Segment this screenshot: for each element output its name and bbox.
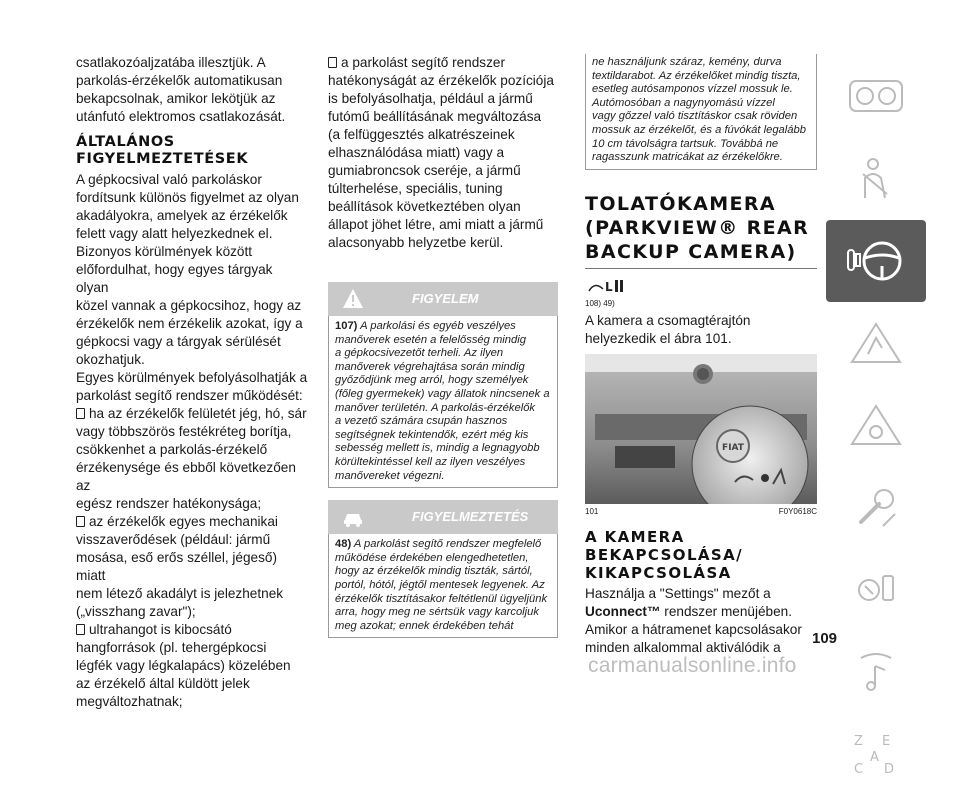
section-heading-general-warnings: ÁLTALÁNOS FIGYELMEZTETÉSEK xyxy=(76,134,249,167)
bullet-item: a parkolást segítő rendszer hatékonyságát az érzékelők pozíciója is befolyásolhatja, például a jármű futómű beállításának megváltozása (a felfüggesztés alkatrészeinek elhasználódása miatt) vagy a gumiabroncsok cseréje, a jármű túlterhelése, speciális, tuning beállítások következtében olyan állapot jöhet létre, ami miatt a jármű alacsonyabb helyzetbe kerül. xyxy=(328,55,554,250)
heading-rule xyxy=(585,268,817,269)
column-2 xyxy=(328,54,558,638)
tab-safety[interactable] xyxy=(826,138,926,220)
figure-rear-camera xyxy=(585,354,817,504)
warning-box xyxy=(328,282,558,488)
technical-data-icon xyxy=(851,564,901,614)
bullet-item: ha az érzékelők felületét jég, hó, sár vagy többszörös festékréteg borítja, csökkenhet a parkolás-érzékelő érzékenysége és ebből következően az egész rendszer hatékonysága; xyxy=(76,406,307,511)
paragraph: A kamera a csomagtérajtón helyezkedik el ábra 101. xyxy=(585,312,751,346)
svg-text:E: E xyxy=(882,734,891,749)
caution-box-header xyxy=(328,500,558,534)
warning-lights-icon xyxy=(848,320,904,366)
tab-technical-data[interactable] xyxy=(826,548,926,630)
svg-text:L: L xyxy=(605,279,613,294)
paragraph: Bizonyos körülmények között előfordulhat, hogy egyes tárgyak olyan közel vannak a gépkocsihoz, hogy az érzékelők nem érzékelik azokat, így a gépkocsi vagy a tárgyak sérülését okozhatjuk. xyxy=(76,244,303,367)
caution-box-title: FIGYELMEZTETÉS xyxy=(412,509,529,525)
svg-text:D: D xyxy=(884,762,895,777)
bullet-marker-icon xyxy=(76,622,89,637)
section-heading-camera-on-off: A KAMERA BEKAPCSOLÁSA/ KIKAPCSOLÁSA xyxy=(585,527,744,582)
fiat-logo: FIAT xyxy=(722,442,744,453)
svg-text:Z: Z xyxy=(854,734,863,749)
tab-starting-and-driving[interactable] xyxy=(826,220,926,302)
bullet-marker-icon xyxy=(328,55,341,70)
seat-belt-icon xyxy=(851,154,901,204)
wrench-icon xyxy=(851,482,901,532)
paragraph: Használja a "Settings" mezőt a Uconnect™ rendszer menüjében. Amikor a hátramenet kapcsolásakor minden alkalommal aktiválódik a xyxy=(585,585,802,655)
bullet-item: az érzékelők egyes mechanikai visszaverődések (például: jármű mosása, eső erős széllel, jégeső) miatt nem létező akadályt is jelezhetnek („visszhang zavar"); xyxy=(76,514,284,619)
tab-multimedia[interactable] xyxy=(826,630,926,712)
warning-box-title: FIGYELEM xyxy=(412,291,479,306)
rear-camera-photo-icon xyxy=(585,354,817,504)
500l-logo-icon xyxy=(585,277,631,297)
caution-box-body: 48) A parkolást segítő rendszer megfelelő működése érdekében elengedhetetlen, hogy az érzékelők mindig tiszták, sártól, portól, hótól, jégtől mentesek legyenek. Az érzékelők tisztításakor feltétlenül ügyeljünk arra, hogy meg ne sértsük vagy karcoljuk meg azokat; ennek érdekében tehát xyxy=(328,534,558,638)
column-1 xyxy=(76,54,308,711)
bullet-marker-icon xyxy=(76,514,89,529)
paragraph: Egyes körülmények befolyásolhatják a parkolást segítő rendszer működését: xyxy=(76,370,308,403)
index-letters-icon xyxy=(848,725,904,781)
warning-number: 107) xyxy=(335,320,358,332)
page-number: 109 xyxy=(812,630,838,647)
tab-dashboard[interactable] xyxy=(826,56,926,138)
section-heading-rear-camera: TOLATÓKAMERA (PARKVIEW® REAR BACKUP CAMERA) xyxy=(585,192,810,263)
car-caution-icon xyxy=(342,506,364,528)
column-3 xyxy=(585,54,817,657)
watermark: carmanualsonline.info xyxy=(588,654,797,677)
caution-box-continued: ne használjunk száraz, kemény, durva textildarabot. Az érzékelőket mindig tiszta, esetleg autósamponos vízzel mossuk le. Autómosóban a nagynyomású vízzel vagy gőzzel való tisztításkor csak röviden mossuk az érzékelőt, és a fúvókát legalább 10 cm távolságra tartsuk. Továbbá ne ragasszunk matricákat az érzékelőkre. xyxy=(585,54,817,170)
caution-number: 48) xyxy=(335,538,352,551)
tab-index[interactable] xyxy=(826,712,926,794)
paragraph: A gépkocsival való parkoláskor fordítsunk különös figyelmet az olyan akadályokra, amelyek az érzékelők felett vagy alatt helyezkednek el. xyxy=(76,172,299,241)
tab-emergency[interactable] xyxy=(826,384,926,466)
svg-text:A: A xyxy=(870,750,879,765)
figure-caption xyxy=(585,507,817,516)
svg-text:C: C xyxy=(854,762,864,777)
multimedia-icon xyxy=(851,646,901,696)
steering-wheel-icon xyxy=(844,236,908,286)
tab-warning-lights[interactable] xyxy=(826,302,926,384)
figure-code: F0Y0618C xyxy=(778,506,817,516)
warning-box-body: 107) A parkolási és egyéb veszélyes manőverek esetén a felelősség mindig a gépkocsivezetőt terheli. Az ilyen manőverek végrehajtása során mindig győződjünk meg arról, hogy személyek (főleg gyermekek) vagy állatok nincsenek a manőver területén. A parkolás-érzékelők a vezető számára csupán hasznos segítségnek tekintendők, ezért még kis sebesség mellett is, mindig a legnagyobb körültekintéssel kell az ilyen veszélyes manővereket végezni. xyxy=(328,316,558,488)
reference-numbers: 108) 49) xyxy=(585,298,615,308)
warning-triangle-icon xyxy=(342,288,364,310)
intro-paragraph: csatlakozóaljzatába illesztjük. A parkolás-érzékelők automatikusan bekapcsolnak, amikor lekötjük az utánfutó elektromos csatlakozását. xyxy=(76,55,286,124)
emergency-icon xyxy=(848,402,904,448)
figure-number: 101 xyxy=(585,506,599,516)
bullet-marker-icon xyxy=(76,406,89,421)
chapter-sidebar xyxy=(826,56,926,794)
caution-box xyxy=(328,500,558,638)
tab-maintenance[interactable] xyxy=(826,466,926,548)
feature-variant-icon xyxy=(585,277,817,297)
dashboard-icon xyxy=(847,77,905,117)
warning-box-header xyxy=(328,282,558,316)
bullet-item: ultrahangot is kibocsátó hangforrások (pl. tehergépkocsi légfék vagy légkalapács) közelében az érzékelő által küldött jelek megváltozhatnak; xyxy=(76,622,291,709)
